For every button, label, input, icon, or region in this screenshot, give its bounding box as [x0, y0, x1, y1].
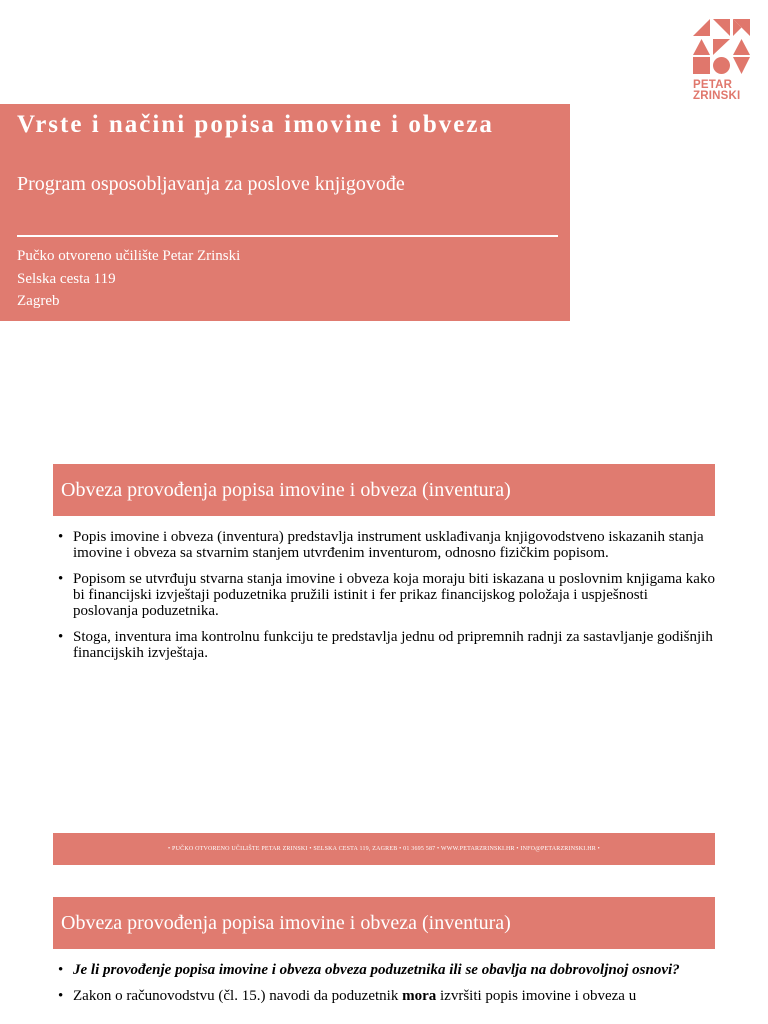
- petar-zrinski-logo-icon: [693, 17, 751, 74]
- bullet-question: Je li provođenje popisa imovine i obveza obveza poduzetnika ili se obavlja na dobrovoljnoj osnovi?: [73, 962, 680, 978]
- logo: [693, 17, 751, 102]
- bullet-item: • Stoga, inventura ima kontrolnu funkciju te predstavlja jednu od pripremnih radnji za sastavljanje godišnjih financijskih izvještaja.: [56, 629, 716, 661]
- slide-title: Vrste i načini popisa imovine i obveza: [17, 111, 494, 138]
- logo-text-line1: PETAR: [693, 79, 733, 91]
- slide-subtitle: Program osposobljavanja za poslove knjigovođe: [17, 173, 405, 195]
- address-block: [17, 245, 240, 313]
- title-box: [0, 104, 570, 321]
- section-header: Obveza provođenja popisa imovine i obveza (inventura): [53, 897, 715, 949]
- title-divider: [17, 235, 558, 237]
- bullet-list: [56, 962, 716, 1014]
- bullet-item: • Popis imovine i obveza (inventura) predstavlja instrument usklađivanja knjigovodstveno iskazanih stanja imovine i obveza sa stvarnim stanjem utvrđenim inventurom, odnosno fizičkim popisom.: [56, 529, 716, 561]
- bullet-item: [56, 988, 716, 1004]
- bullet-item: • Popisom se utvrđuju stvarna stanja imovine i obveza koja moraju biti iskazana u poslovnim knjigama kako bi financijski izvještaji poduzetnika pružili istinit i fer prikaz financijskog položaja i uspješnosti poslovanja poduzetnika.: [56, 571, 716, 619]
- bullet-text: Zakon o računovodstvu (čl. 15.) navodi da poduzetnik: [73, 988, 403, 1004]
- bullet-text: izvršiti popis imovine i obveza u: [436, 988, 637, 1004]
- address-line: Pučko otvoreno učilište Petar Zrinski: [17, 248, 241, 264]
- bullet-list: [56, 529, 716, 671]
- logo-text-line2: ZRINSKI: [693, 90, 741, 102]
- bullet-item: [56, 962, 716, 978]
- address-line: Zagreb: [17, 293, 60, 309]
- bullet-emphasis: mora: [402, 988, 437, 1004]
- address-line: Selska cesta 119: [17, 270, 116, 287]
- section-header: Obveza provođenja popisa imovine i obveza (inventura): [53, 464, 715, 516]
- footer-bar: • PUČKO OTVORENO UČILIŠTE PETAR ZRINSKI • SELSKA CESTA 119, ZAGREB • 01 3695 587 • WWW.PETARZRINSKI.HR • INFO@PETARZRINSKI.HR •: [53, 833, 715, 865]
